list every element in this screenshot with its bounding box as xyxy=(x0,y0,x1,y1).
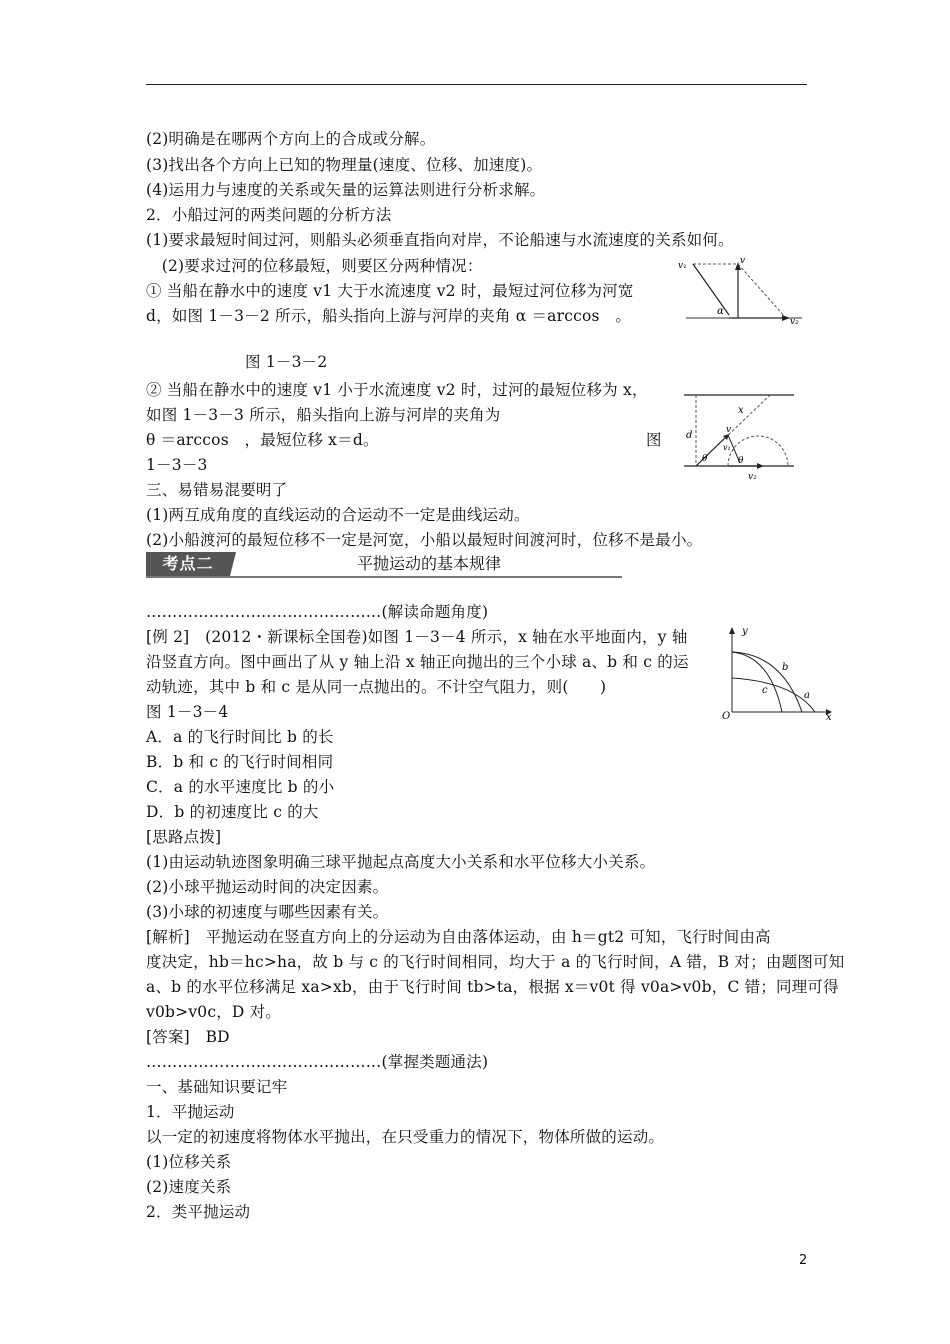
option-a: A．a 的飞行时间比 b 的长 xyxy=(146,728,334,746)
option-c: C．a 的水平速度比 b 的小 xyxy=(146,778,335,796)
figure-1-3-2 xyxy=(672,252,808,326)
text-line: 度决定，hb＝hc>ha，故 b 与 c 的飞行时间相同，均大于 a 的飞行时间，A 错，B 对；由题图可知 xyxy=(146,953,845,971)
text-line: (2)明确是在哪两个方向上的合成或分解。 xyxy=(146,130,436,148)
figure-1-3-3 xyxy=(672,388,808,482)
text-line: v0b>v0c，D 对。 xyxy=(146,1003,282,1021)
page-number: 2 xyxy=(799,1253,808,1268)
text-line: [例 2] (2012・新课标全国卷)如图 1－3－4 所示，x 轴在水平地面内，y 轴 xyxy=(146,628,688,646)
fig133-theta-label-2: θ xyxy=(738,456,744,466)
text-line: (2)小船渡河的最短位移不一定是河宽，小船以最短时间渡河时，位移不是最小。 xyxy=(146,531,703,549)
fig134-c-label: c xyxy=(762,685,768,696)
fig133-theta-label: θ xyxy=(702,454,708,464)
text-line: 1．平抛运动 xyxy=(146,1103,235,1121)
text-line: 以一定的初速度将物体水平抛出，在只受重力的情况下，物体所做的运动。 xyxy=(146,1128,665,1146)
text-line: 沿竖直方向。图中画出了从 y 轴上沿 x 轴正向抛出的三个小球 a、b 和 c 的运 xyxy=(146,653,689,671)
text-line: 动轨迹，其中 b 和 c 是从同一点抛出的。不计空气阻力，则( ) xyxy=(146,678,607,696)
figure-caption: 图 1－3－4 xyxy=(146,703,229,721)
banner-tag: 考点二 xyxy=(146,552,230,576)
section-heading: 三、易错易混要明了 xyxy=(146,481,288,499)
text-line: (1)位移关系 xyxy=(146,1153,232,1171)
fig134-b-label: b xyxy=(782,662,789,673)
fig133-d-label: d xyxy=(686,430,693,441)
divider-label: ………………………………………(解读命题角度) xyxy=(146,603,489,621)
fig134-a-label: a xyxy=(804,690,810,701)
section-banner xyxy=(146,552,622,578)
divider-label: ………………………………………(掌握类题通法) xyxy=(146,1053,489,1071)
option-d: D．b 的初速度比 c 的大 xyxy=(146,803,319,821)
text-line: [思路点拨] xyxy=(146,828,222,846)
text-line: (2)小球平抛运动时间的决定因素。 xyxy=(146,878,389,896)
figure-caption: 图 xyxy=(646,431,662,449)
text-line: 2．类平抛运动 xyxy=(146,1203,251,1221)
text-line: θ ＝arccos ，最短位移 x＝d。 xyxy=(146,431,379,449)
fig132-v-label: v xyxy=(740,256,746,266)
figure-caption: 图 1－3－2 xyxy=(245,353,328,371)
banner-title: 平抛运动的基本规律 xyxy=(356,554,501,573)
text-line: d，如图 1－3－2 所示，船头指向上游与河岸的夹角 α ＝arccos 。 xyxy=(146,307,632,325)
section-heading: 2．小船过河的两类问题的分析方法 xyxy=(146,206,392,224)
fig133-v1-label: v₁ xyxy=(723,443,731,452)
text-line: (1)要求最短时间过河，则船头必须垂直指向对岸，不论船速与水流速度的关系如何。 xyxy=(146,231,734,249)
fig132-v1-label: v₁ xyxy=(678,261,687,271)
figure-caption: 1－3－3 xyxy=(146,456,208,474)
fig133-v-label: v xyxy=(726,425,732,435)
fig134-y-label: y xyxy=(742,626,748,637)
text-line: (2)要求过河的位移最短，则要区分两种情况： xyxy=(146,257,483,275)
section-heading: 一、基础知识要记牢 xyxy=(146,1078,288,1096)
text-line: (3)小球的初速度与哪些因素有关。 xyxy=(146,903,389,921)
fig132-alpha-label: α xyxy=(717,306,724,317)
text-line: a、b 的水平位移满足 xa>xb，由于飞行时间 tb>ta，根据 x＝v0t 得 v0a>v0b，C 错；同理可得 xyxy=(146,978,839,996)
fig133-x-label: x xyxy=(738,405,744,416)
fig132-v2-label: v₂ xyxy=(790,317,799,326)
text-line: (3)找出各个方向上已知的物理量(速度、位移、加速度)。 xyxy=(146,156,543,174)
text-line: (4)运用力与速度的关系或矢量的运算法则进行分析求解。 xyxy=(146,181,546,199)
text-line: [解析] 平抛运动在竖直方向上的分运动为自由落体运动，由 h＝gt2 可知，飞行时间由高 xyxy=(146,928,771,946)
text-line: (2)速度关系 xyxy=(146,1178,232,1196)
text-line: 如图 1－3－3 所示，船头指向上游与河岸的夹角为 xyxy=(146,406,501,424)
banner-underline xyxy=(146,576,622,578)
fig134-origin-label: O xyxy=(722,711,731,720)
fig133-v2-label: v₂ xyxy=(748,472,757,482)
header-rule xyxy=(146,84,807,85)
text-line: (1)两互成角度的直线运动的合运动不一定是曲线运动。 xyxy=(146,506,530,524)
text-line: ① 当船在静水中的速度 v1 大于水流速度 v2 时，最短过河位移为河宽 xyxy=(146,282,634,300)
option-b: B．b 和 c 的飞行时间相同 xyxy=(146,753,334,771)
text-line: ② 当船在静水中的速度 v1 小于水流速度 v2 时，过河的最短位移为 x， xyxy=(146,381,648,399)
text-line: (1)由运动轨迹图象明确三球平抛起点高度大小关系和水平位移大小关系。 xyxy=(146,853,656,871)
fig134-x-label: x xyxy=(826,712,832,720)
figure-1-3-4 xyxy=(718,622,836,720)
answer-line: [答案] BD xyxy=(146,1028,230,1046)
